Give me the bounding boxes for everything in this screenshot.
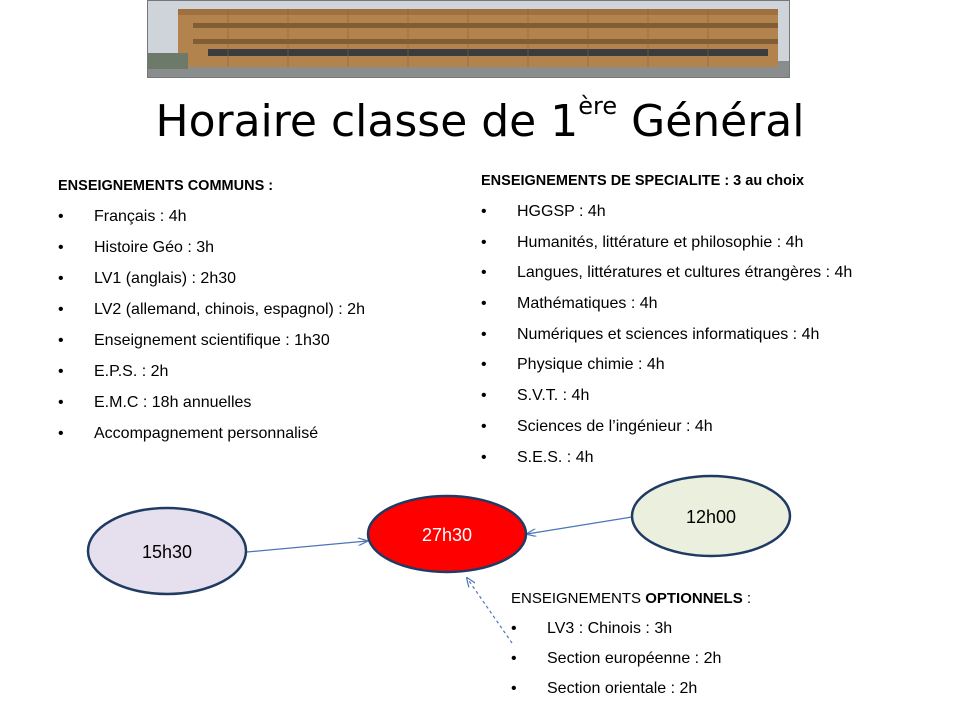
item-text: Mathématiques : 4h	[517, 295, 658, 313]
bullet: •	[58, 332, 64, 349]
optionnels-heading-bold: OPTIONNELS	[645, 590, 743, 607]
bullet: •	[58, 239, 64, 256]
bullet: •	[481, 295, 487, 313]
item-text: LV3 : Chinois : 3h	[547, 620, 673, 637]
list-item	[511, 648, 721, 678]
bullet: •	[481, 448, 487, 466]
item-text: Langues, littératures et cultures étrangères : 4h	[517, 264, 853, 282]
arrow-specialite-to-total	[527, 517, 632, 534]
bullet: •	[481, 325, 487, 343]
list-item	[511, 678, 721, 708]
item-text: S.E.S. : 4h	[517, 448, 594, 466]
oval-total-label: 27h30	[421, 525, 473, 545]
item-text: Enseignement scientifique : 1h30	[94, 332, 330, 349]
title-main: Horaire classe de 1	[155, 96, 579, 147]
bullet: •	[511, 650, 517, 667]
item-text: Sciences de l’ingénieur : 4h	[517, 417, 713, 435]
arrow-optionnels-to-total	[467, 578, 512, 643]
communs-heading: ENSEIGNEMENTS COMMUNS :	[58, 178, 274, 194]
item-text: Physique chimie : 4h	[517, 356, 665, 374]
item-text: Numériques et sciences informatiques : 4h	[517, 325, 820, 343]
bullet: •	[511, 680, 517, 697]
title-end: Général	[617, 96, 805, 147]
optionnels-heading	[511, 590, 751, 607]
bullet: •	[58, 394, 64, 411]
bullet: •	[481, 417, 487, 435]
item-text: E.M.C : 18h annuelles	[94, 394, 252, 411]
item-text: Histoire Géo : 3h	[94, 239, 215, 256]
bullet: •	[481, 233, 487, 251]
item-text: S.V.T. : 4h	[517, 387, 590, 405]
bullet: •	[511, 620, 517, 637]
bullet: •	[58, 363, 64, 380]
optionnels-list	[511, 618, 721, 708]
oval-communs-label: 15h30	[141, 542, 193, 562]
oval-specialite-label: 12h00	[685, 507, 737, 527]
item-text: E.P.S. : 2h	[94, 363, 169, 380]
bullet: •	[481, 356, 487, 374]
item-text: Section orientale : 2h	[547, 680, 698, 697]
specialite-heading: ENSEIGNEMENTS DE SPECIALITE : 3 au choix	[481, 173, 805, 189]
item-text: Français : 4h	[94, 208, 187, 225]
list-item	[511, 618, 721, 648]
bullet: •	[481, 203, 487, 220]
title-superscript: ère	[578, 92, 618, 120]
optionnels-heading-pre: ENSEIGNEMENTS	[511, 590, 646, 607]
item-text: LV2 (allemand, chinois, espagnol) : 2h	[94, 301, 365, 318]
item-text: Section européenne : 2h	[547, 650, 722, 667]
arrow-communs-to-total	[247, 541, 367, 552]
optionnels-heading-post: :	[742, 590, 752, 607]
item-text: LV1 (anglais) : 2h30	[94, 270, 237, 287]
item-text: Accompagnement personnalisé	[94, 425, 319, 442]
bullet: •	[481, 264, 487, 282]
bullet: •	[58, 425, 64, 442]
item-text: HGGSP : 4h	[517, 203, 606, 220]
item-text: Humanités, littérature et philosophie : 4h	[517, 233, 804, 251]
bullet: •	[58, 208, 64, 225]
bullet: •	[58, 270, 64, 287]
bullet: •	[58, 301, 64, 318]
bullet: •	[481, 387, 487, 405]
